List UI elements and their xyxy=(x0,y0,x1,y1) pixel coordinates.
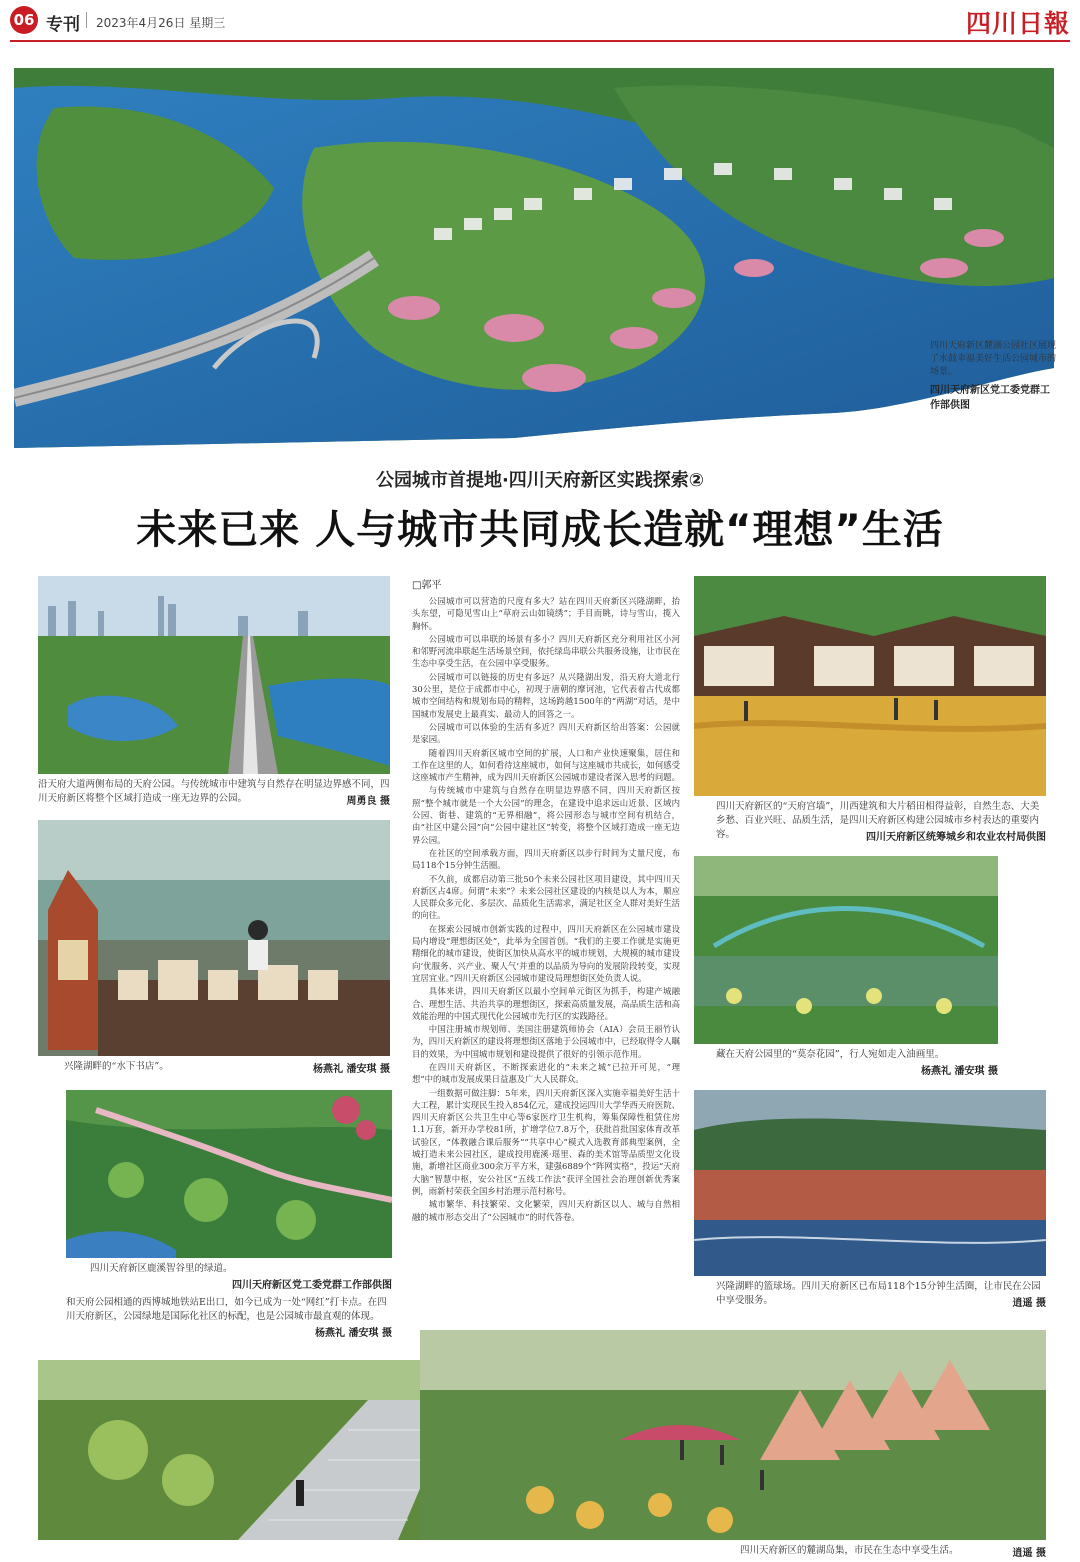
photo-basketball-court-credit: 逍遥 摄 xyxy=(1012,1298,1046,1309)
article-paragraphs xyxy=(412,595,680,1223)
article-paragraph: 在探索公园城市创新实践的过程中，四川天府新区在公园城市建设局内增设“理想街区处”，此举为全国首创。“我们的主要工作就是实施更精细化的城市建设，使街区加快从高水平的城市规划，大规模的城市建设向‘优服务、兴产业、聚人气’并重的以品质为导向的发展阶段转变，实现宜居宜业。”四川天府新区公园城市建设局理想街区处负责人说。 xyxy=(412,923,680,983)
article-paragraph: 城市繁华、科技繁荣、文化繁荣，四川天府新区以人、城与自然相融的城市形态交出了“公园城市”的时代答卷。 xyxy=(412,1199,680,1222)
hero-photo-luhu-community xyxy=(14,68,1057,448)
photo-underwater-bookstore-credit: 杨燕礼 潘安琪 摄 xyxy=(313,1064,390,1075)
article-paragraph: 一组数据可做注脚：5年来，四川天府新区深入实施幸福美好生活十大工程，累计实现民生投入854亿元，建成投运四川大学华西天府医院、四川天府新区公共卫生中心等6家医疗卫生机构，筹集保障性租赁住房1.1万套，新开办学校81所，扩增学位7.8万个，获批首批国家体育改革试验区，“体教融合课后服务”“共享中心”模式入选教育部典型案例，全城打造未来公园社区，建成投用鹿溪·瑶里、森的美术馆等品质型文化设施，新增社区商业300余万平方米，建强6889个“阵网实格”，投运“天府大脑”智慧中枢，安公社区“五线工作法”获评全国社会治理创新优秀案例，雨新村荣获全国乡村治理示范村称号。 xyxy=(412,1087,680,1196)
photo-tianfu-park-caption-text: 沿天府大道两侧布局的天府公园。与传统城市中建筑与自然存在明显边界感不同，四川天府新区将整个区域打造成一座无边界的公园。 xyxy=(38,779,390,804)
article-paragraph: 与传统城市中建筑与自然存在明显边界感不同，四川天府新区按照“整个城市就是一个大公园”的理念，在建设中追求远山近景、区域内公园、街巷、建筑的“无界相融”，将公园形态与城市空间有机结合，由“社区中建公园”向“公园中建社区”转变，将整个区域打造成一座无边界公园。 xyxy=(412,785,680,845)
section-title: 专刊 xyxy=(46,15,80,35)
article-paragraph: 随着四川天府新区城市空间的扩展，人口和产业快速聚集，居住和工作在这里的人，如何看待这座城市，如何与这座城市共成长，如何感受这座城市产生精神，成为四川天府新区公园城市建设者深入思考的问题。 xyxy=(412,747,680,783)
photo-tianfu-palace-wall-credit: 四川天府新区统筹城乡和农业农村局供图 xyxy=(866,832,1046,843)
photo-monet-garden xyxy=(694,856,998,1044)
header-divider xyxy=(86,12,87,28)
series-kicker: 公园城市首提地·四川天府新区实践探索② xyxy=(375,470,705,491)
issue-date: 2023年4月26日 星期三 xyxy=(96,16,226,30)
article-paragraph: 在社区的空间承载方面，四川天府新区以步行时间为丈量尺度，布局118个15分钟生活圈。 xyxy=(412,847,680,871)
photo-tianfu-park-credit: 周勇良 摄 xyxy=(346,796,390,807)
article-paragraph: 中国注册城市规划师、美国注册建筑师协会（AIA）会员王丽竹认为，四川天府新区的建设将理想街区落地于公园城市中，已经取得令人瞩目的效果，为中国城市规划和建设提供了很好的引领示范作用。 xyxy=(412,1024,680,1059)
photo-underwater-bookstore-caption-text: 兴隆湖畔的“水下书店”。 xyxy=(64,1061,169,1072)
photo-luxi-greenway-credit: 四川天府新区党工委党群工作部供图 xyxy=(232,1280,392,1291)
photo-underwater-bookstore-caption xyxy=(64,1060,390,1075)
photo-underwater-bookstore xyxy=(38,820,390,1056)
page-number-badge: 06 xyxy=(10,6,38,34)
article-body xyxy=(412,576,680,1356)
photo-luxi-greenway-caption-text: 四川天府新区鹿溪智谷里的绿道。 xyxy=(90,1263,233,1274)
photo-luxi-greenway-caption xyxy=(90,1262,392,1291)
photo-monet-garden-caption xyxy=(716,1048,998,1077)
photo-luxi-greenway xyxy=(66,1090,392,1258)
photo-tianfu-palace-wall-caption-text: 四川天府新区的“天府宫墙”，川西建筑和大片稻田相得益彰，自然生态、大美乡愁、百业兴旺、品质生活，是四川天府新区构建公园城市乡村表达的重要内容。 xyxy=(716,801,1040,840)
photo-tianfu-palace-wall-caption xyxy=(716,800,1046,843)
page-header xyxy=(0,0,1080,40)
photo-xibocheng-credit: 杨燕礼 潘安琪 摄 xyxy=(315,1328,392,1339)
article-paragraph: 不久前，成都启动第三批50个未来公园社区项目建设，其中四川天府新区占4席。何谓“未来”？未来公园社区建设的内核是以人为本，顺应人民群众多元化、多层次、品质化生活需求，满足社区全人群对美好生活的向往。 xyxy=(412,873,680,921)
photo-tianfu-park xyxy=(38,576,390,774)
photo-luhu-island-market-caption-text: 四川天府新区的麓湖岛集，市民在生态中享受生活。 xyxy=(740,1545,959,1556)
article-paragraph: 在四川天府新区，不断探索进化的“未来之城”已拉开可见，“理想”中的城市发展成果日益惠及广大人民群众。 xyxy=(412,1061,680,1085)
photo-luhu-island-market-caption xyxy=(740,1544,1046,1559)
main-headline: 未来已来 人与城市共同成长造就“理想”生活 xyxy=(136,507,944,553)
article-paragraph: 公园城市可以体验的生活有多近？四川天府新区给出答案：公园就是家园。 xyxy=(412,721,680,745)
photo-basketball-court-caption-text: 兴隆湖畔的篮球场。四川天府新区已布局118个15分钟生活圈，让市民在公园中享受服务。 xyxy=(716,1281,1041,1306)
article-paragraph: 公园城市可以链接的历史有多远？从兴隆湖出发，沿天府大道北行30公里，是位于成都市中心，初现于唐朝的摩诃池，它代表着古代成都城市空间结构和规划布局的精粹，这场跨越1500年的“两湖”对话，是中国城市发展史上最真实、最动人的回答之一。 xyxy=(412,671,680,719)
photo-tianfu-park-caption xyxy=(38,778,390,807)
photo-luhu-island-market xyxy=(420,1330,1046,1540)
article-paragraph: 公园城市可以营造的尺度有多大？站在四川天府新区兴隆湖畔，抬头东望，可隐见雪山上“草府云山如镜绣”；手目而眺，诗与雪山，揽入胸怀。 xyxy=(412,596,680,631)
photo-basketball-court xyxy=(694,1090,1046,1276)
photo-xibocheng-caption xyxy=(66,1296,392,1339)
header-rule xyxy=(10,40,1070,42)
photo-xibocheng-caption-text: 和天府公园相通的西博城地铁站E出口，如今已成为一处“网红”打卡点。在四川天府新区，公园绿地是国际化社区的标配，也是公园城市最直观的体现。 xyxy=(66,1297,387,1322)
article-paragraph: 公园城市可以串联的场景有多小？四川天府新区充分利用社区小河和邻野河流串联起生活场景空间，依托绿岛串联公共服务设施，让市民在生态中享受生活，在公园中享受服务。 xyxy=(412,633,680,669)
article-paragraph: 具体来讲，四川天府新区以最小空间单元街区为抓手，构建产城融合、理想生活、共治共享的理想街区，探索高质量发展，高品质生活和高效能治理的中国式现代化公园城市先行区的实践路径。 xyxy=(412,986,680,1021)
photo-luhu-island-market-credit: 逍遥 摄 xyxy=(1012,1548,1046,1559)
photo-tianfu-palace-wall xyxy=(694,576,1046,796)
photo-monet-garden-caption-text: 藏在天府公园里的“莫奈花园”，行人宛如走入油画里。 xyxy=(716,1049,945,1060)
article-byline: □郭平 xyxy=(412,580,442,591)
hero-caption-text: 四川天府新区麓湖公园社区展现了水鼓幸福美好生活公园城市的场景。 xyxy=(930,341,1057,377)
hero-credit: 四川天府新区党工委党群工作部供图 xyxy=(930,385,1050,411)
newspaper-logo: 四川日報 xyxy=(965,9,1070,38)
hero-caption xyxy=(930,340,1056,411)
photo-basketball-court-caption xyxy=(716,1280,1046,1309)
photo-monet-garden-credit: 杨燕礼 潘安琪 摄 xyxy=(921,1066,998,1077)
